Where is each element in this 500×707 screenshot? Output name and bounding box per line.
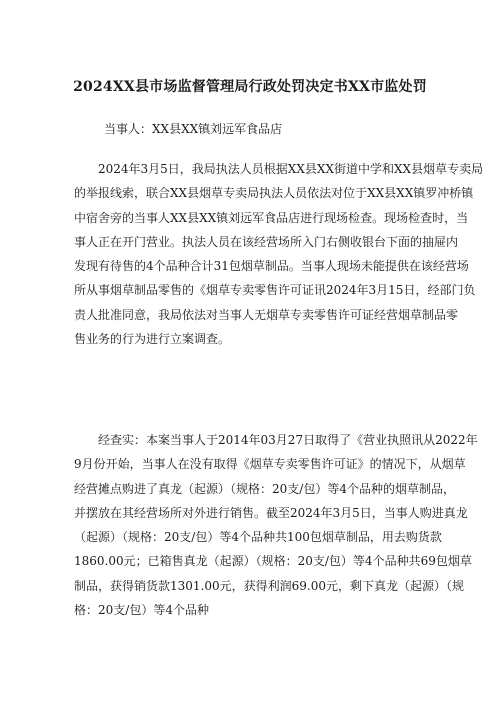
text-line: 售业务的行为进行立案调查。 (74, 332, 231, 347)
text-line: 2024年3月5日，我局执法人员根据XX县XX街道中学和XX县烟草专卖局 (74, 162, 484, 176)
document-title: 2024XX县市场监督管理局行政处罚决定书XX市监处罚 (73, 79, 427, 95)
text-line: 责人批准同意，我局依法对当事人无烟草专卖零售许可证经营烟草制品零 (74, 307, 459, 322)
paragraph-findings (74, 428, 478, 622)
text-line: 经营摊点购进了真龙（起源）（规格：20支/包）等4个品种的烟草制品， (74, 481, 455, 496)
text-line: 发现有待售的4个品种合计31包烟草制品。当事人现场未能提供在该经营场 (74, 259, 469, 274)
text-line: 9月份开始，当事人在没有取得《烟草专卖零售许可证》的情况下，从烟草 (74, 457, 466, 472)
text-line: （起源）（规格：20支/包）等4个品种共100包烟草制品，用去购货款 (74, 530, 442, 545)
text-line: 的举报线索，联合XX县烟草专卖局执法人员依法对位于XX县XX镇罗冲桥镇 (74, 186, 474, 201)
paragraph-inspection (74, 157, 484, 351)
text-line: 经查实：本案当事人于2014年03月27日取得了《营业执照讯从2022年 (74, 433, 478, 447)
text-line: 1860.00元；已箱售真龙（起源）（规格：20支/包）等4个品种共69包烟草 (74, 554, 472, 569)
party-line: 当事人：XX县XX镇刘远军食品店 (104, 122, 283, 136)
text-line: 制品，获得销货款1301.00元，获得利润69.00元，剩下真龙（起源）（规 (74, 578, 464, 593)
text-line: 事人正在开门营业。执法人员在该经营场所入门右侧收银台下面的抽屉内 (74, 234, 459, 249)
text-line: 格：20支/包）等4个品种 (74, 603, 209, 618)
text-line: 所从事烟草制品零售的《烟草专卖零售许可证讯2024年3月15日，经部门负 (74, 283, 476, 298)
text-line: 中宿舍旁的当事人XX县XX镇刘远军食品店进行现场检查。现场检查时，当 (74, 210, 469, 225)
text-line: 并摆放在其经营场所对外进行销售。截至2024年3月5日，当事人购进真龙 (74, 505, 468, 520)
